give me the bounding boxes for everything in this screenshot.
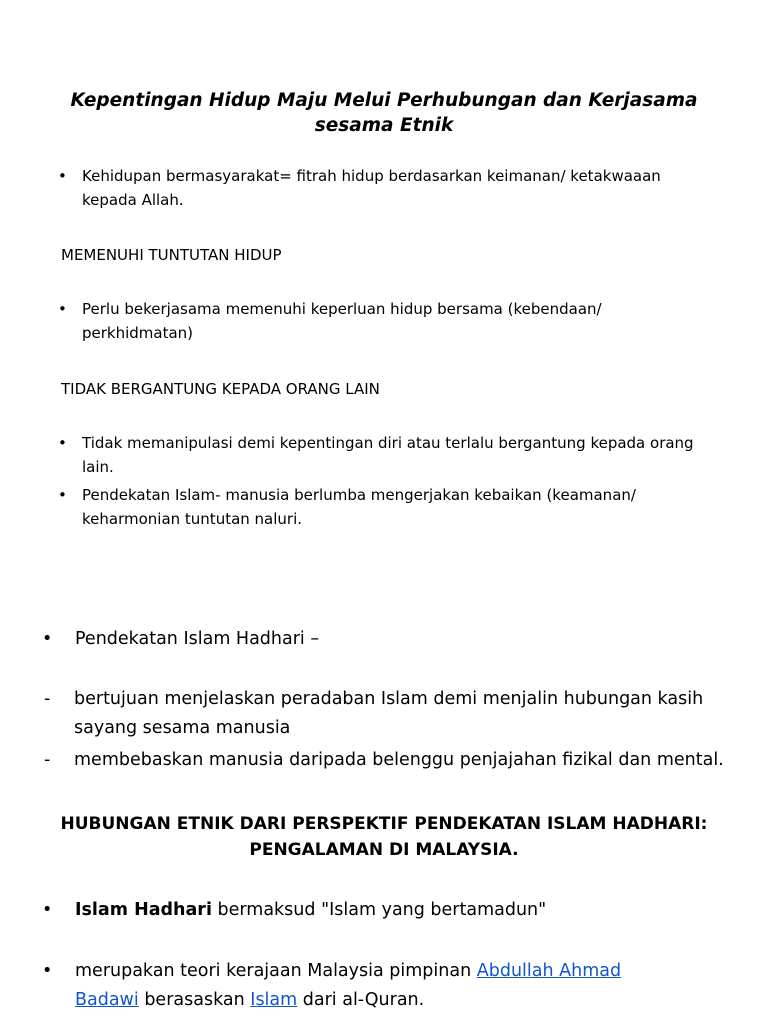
page-title xyxy=(40,88,728,138)
list-item xyxy=(44,746,734,775)
theory-text-2: berasaskan xyxy=(138,990,251,1010)
list-item-text xyxy=(75,896,722,925)
heading-line-1: HUBUNGAN ETNIK DARI PERSPEKTIF PENDEKATAN ISLAM HADHARI: xyxy=(60,814,708,834)
list-item-text: Pendekatan Islam- manusia berlumba mengerjakan kebaikan (keamanan/ keharmonian tuntutan naluri. xyxy=(82,486,636,528)
list-item xyxy=(44,685,734,743)
section-heading: TIDAK BERGANTUNG KEPADA ORANG LAIN xyxy=(61,380,380,398)
bullet-marker: • xyxy=(58,300,67,318)
bullet-marker: • xyxy=(58,486,67,504)
list-item xyxy=(58,164,708,212)
list-item xyxy=(42,957,682,1015)
title-line-2: sesama Etnik xyxy=(314,115,454,136)
section-heading: MEMENUHI TUNTUTAN HIDUP xyxy=(61,246,282,264)
list-item-text: membebaskan manusia daripada belenggu penjajahan fizikal dan mental. xyxy=(74,750,724,770)
list-item-text: Perlu bekerjasama memenuhi keperluan hidup bersama (kebendaan/ perkhidmatan) xyxy=(82,300,602,342)
theory-text-3: dari al-Quran. xyxy=(297,990,425,1010)
list-item xyxy=(58,483,698,531)
bullet-marker: • xyxy=(42,629,53,649)
list-item-text xyxy=(75,957,682,1015)
list-item xyxy=(42,625,722,654)
theory-text-1: merupakan teori kerajaan Malaysia pimpinan xyxy=(75,961,477,981)
definition-text: bermaksud "Islam yang bertamadun" xyxy=(211,900,547,920)
bullet-marker: • xyxy=(58,434,67,452)
list-item xyxy=(42,896,722,925)
abdullah-ahmad-badawi-link[interactable]: Abdullah Ahmad Badawi xyxy=(75,961,622,1010)
list-item-text: Kehidupan bermasyarakat= fitrah hidup berdasarkan keimanan/ ketakwaaan kepada Allah. xyxy=(82,167,661,209)
list-item-text: Pendekatan Islam Hadhari – xyxy=(75,629,320,649)
term-bold: Islam Hadhari xyxy=(75,900,212,920)
heading-line-2: PENGALAMAN DI MALAYSIA. xyxy=(249,840,519,860)
list-item-text: Tidak memanipulasi demi kepentingan diri atau terlalu bergantung kepada orang lain. xyxy=(82,434,694,476)
bullet-marker: • xyxy=(58,167,67,185)
list-item xyxy=(58,431,698,479)
bullet-marker: • xyxy=(42,900,53,920)
islam-link[interactable]: Islam xyxy=(250,990,298,1010)
bullet-marker: • xyxy=(42,961,53,981)
section-heading-hadhari xyxy=(40,811,728,863)
dash-marker: - xyxy=(44,689,51,709)
title-line-1: Kepentingan Hidup Maju Melui Perhubungan dan Kerjasama xyxy=(70,90,698,111)
list-item xyxy=(58,297,658,345)
list-item-text: bertujuan menjelaskan peradaban Islam demi menjalin hubungan kasih sayang sesama manusia xyxy=(74,689,704,738)
dash-marker: - xyxy=(44,750,51,770)
